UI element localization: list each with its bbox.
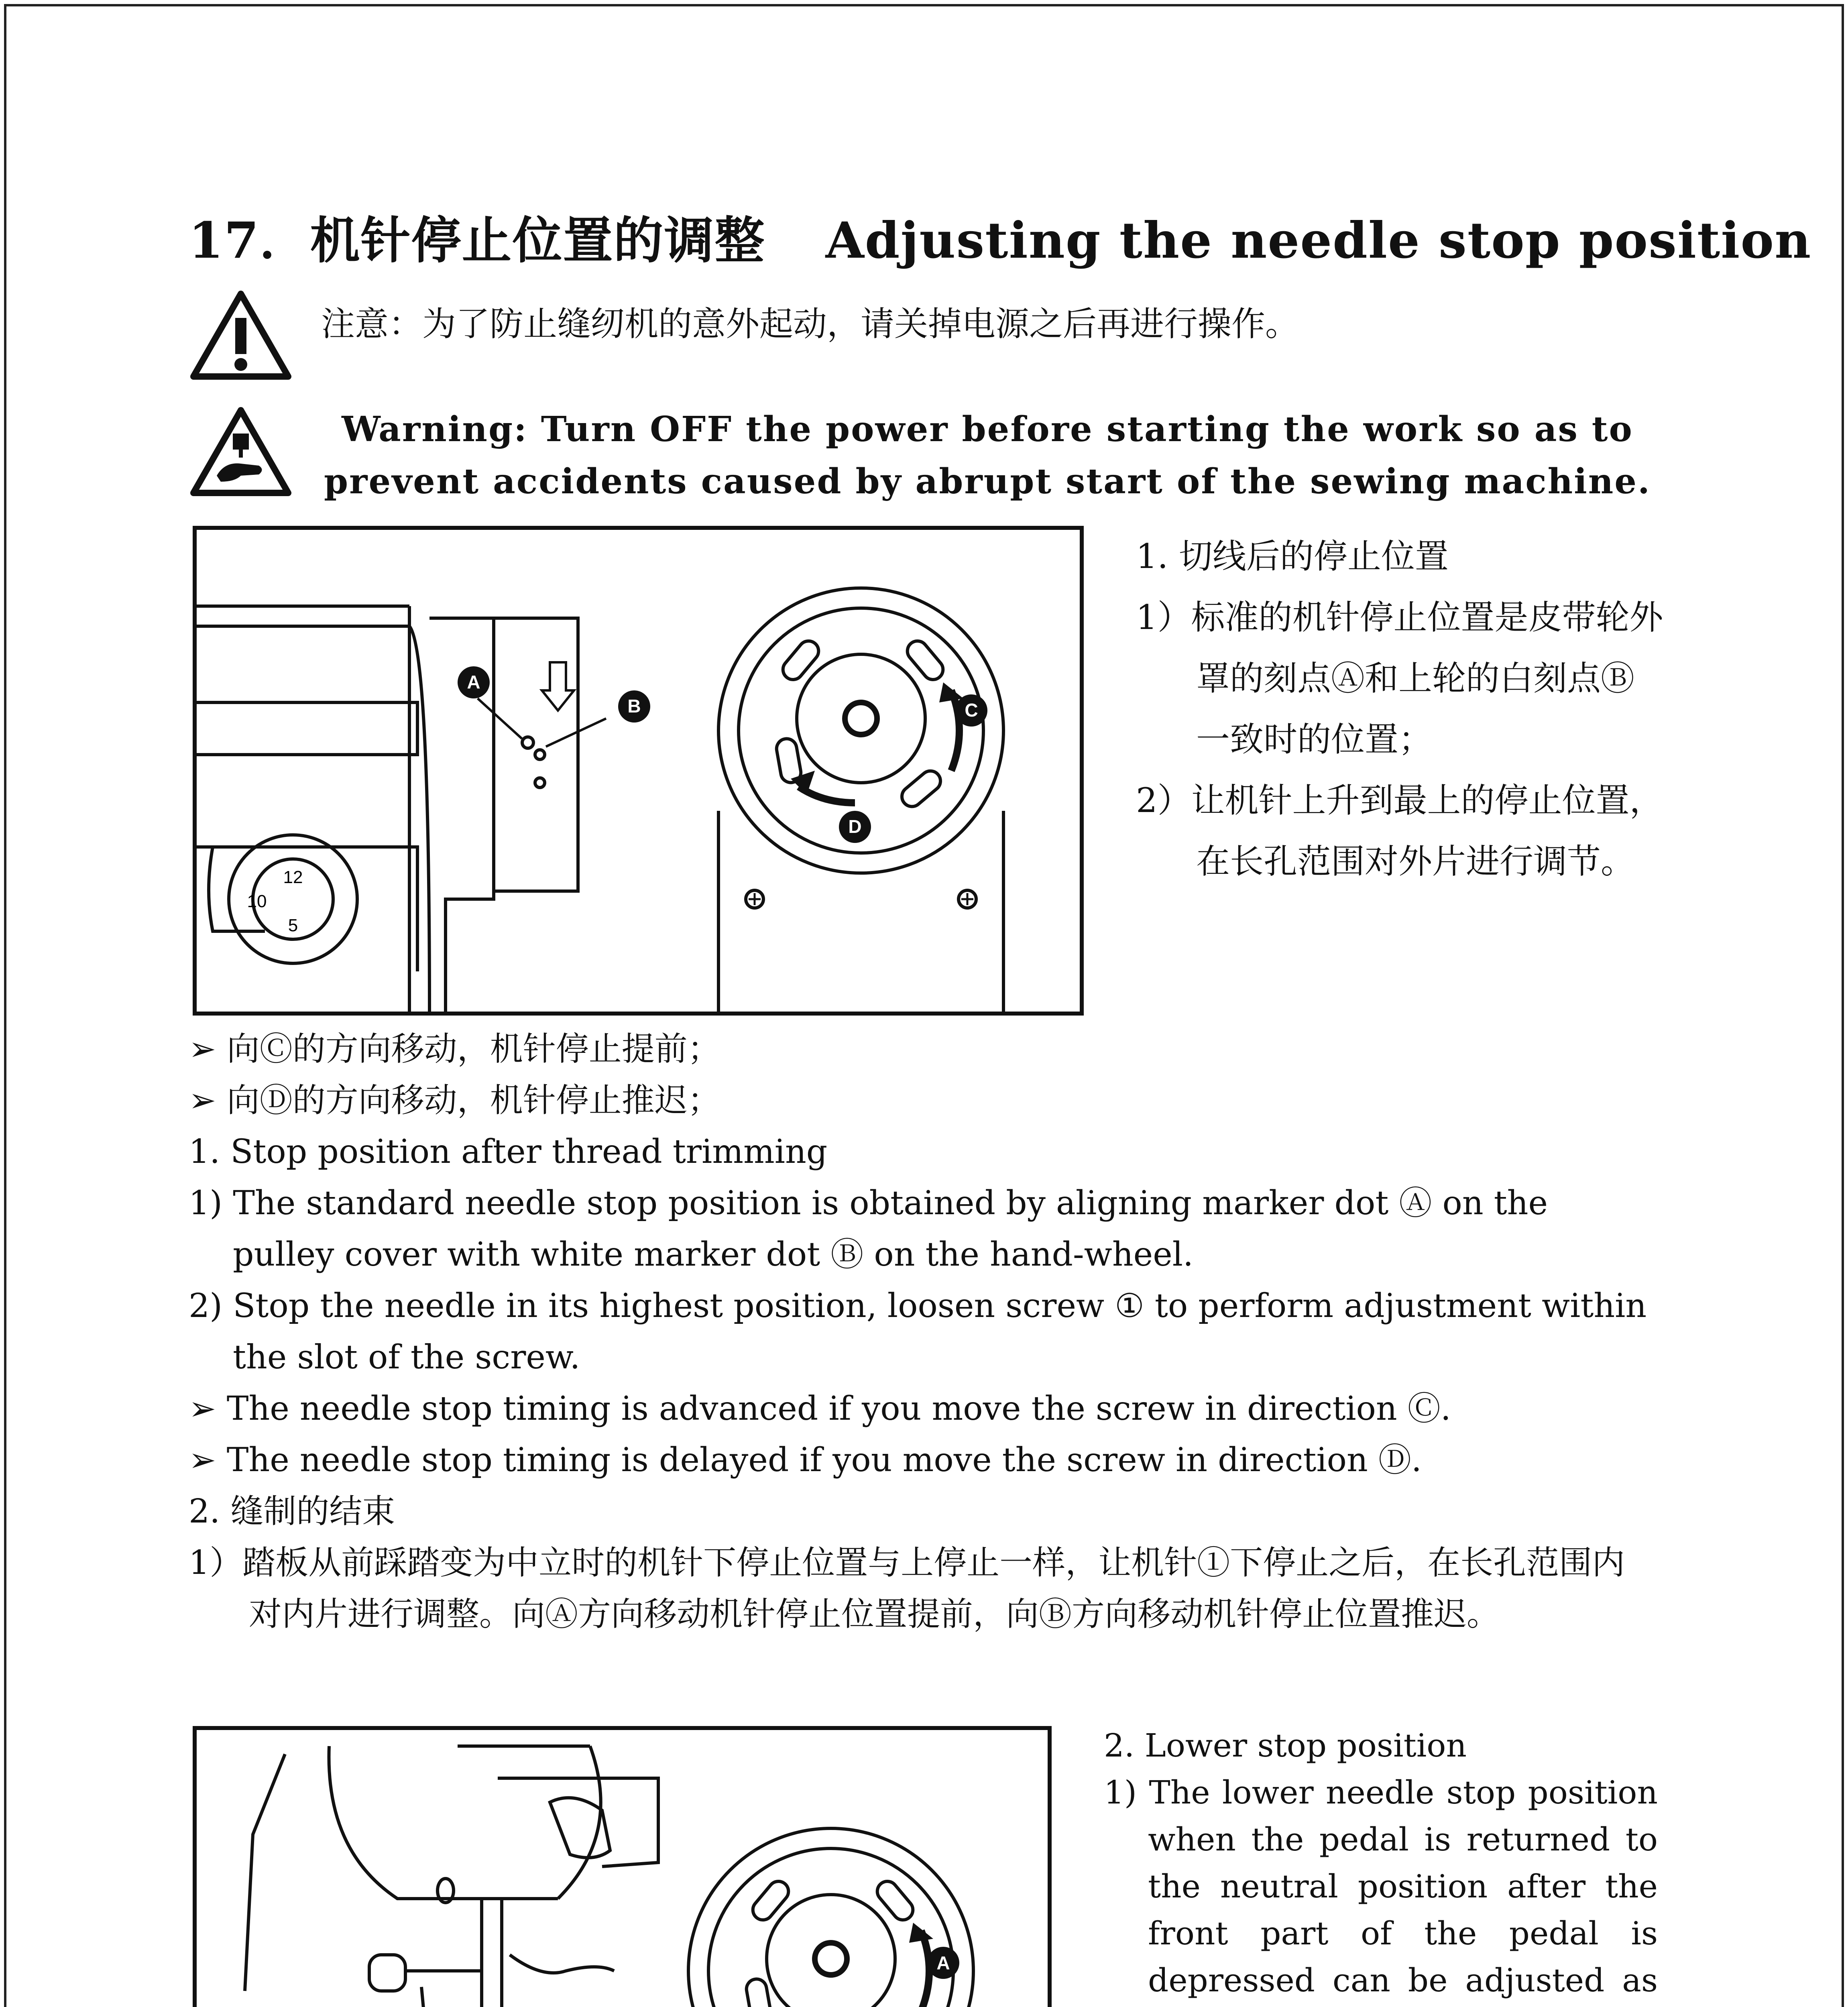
zh-section-2-heading: 2. 缝制的结束	[189, 1492, 395, 1531]
zh-bullet-c: ➢ 向Ⓒ的方向移动，机针停止提前；	[189, 1030, 720, 1068]
en-section-1-item-2: 2) Stop the needle in its highest position, loosen screw ① to perform adjustment within the slot of the screw.	[189, 1287, 1647, 1376]
en-section-1-item-1: 1) The standard needle stop position is obtained by aligning marker dot Ⓐ on the pulley cover with white marker dot Ⓑ on the hand-wheel.	[189, 1184, 1548, 1274]
warning-en: Warning: Turn OFF the power before starting the work so as to prevent accidents caused by abrupt start of the sewing machine.	[324, 409, 1651, 502]
figure-upper-stop-drawing	[197, 530, 1080, 1012]
fig2-label-a: A	[936, 1952, 950, 1973]
dial-number-5: 5	[288, 916, 298, 935]
zh-section-1-item-2: 2）让机针上升到最上的停止位置，在长孔范围对外片进行调节。	[1136, 781, 1663, 881]
body-text-section-1	[189, 1024, 1658, 1640]
dial-number-10: 10	[247, 892, 267, 911]
zh-bullet-d: ➢ 向Ⓓ的方向移动，机针停止推迟；	[189, 1081, 720, 1120]
fig1-label-a: A	[467, 672, 480, 692]
en-section-2-item-1: 1) The lower needle stop position when the pedal is returned to the neutral position after the front part of the pedal is depressed can be adjusted as	[1104, 1774, 1658, 1999]
figure-lower-stop	[193, 1726, 1052, 2007]
en-bullet-c: ➢ The needle stop timing is advanced if you move the screw in direction Ⓒ.	[189, 1390, 1451, 1428]
dial-number-12: 12	[283, 867, 303, 887]
zh-section-1-heading: 1. 切线后的停止位置	[1136, 537, 1449, 576]
fig1-label-d: D	[848, 816, 862, 837]
fig1-label-c: C	[965, 700, 978, 721]
en-section-2	[1104, 1722, 1658, 2007]
page-title	[189, 201, 1811, 272]
hand-pinch-warning-icon	[189, 405, 293, 498]
caution-zh: 注意：为了防止缝纫机的意外起动，请关掉电源之后再进行操作。	[321, 304, 1299, 344]
zh-section-1-item-1: 1）标准的机针停止位置是皮带轮外罩的刻点Ⓐ和上轮的白刻点Ⓑ一致时的位置；	[1136, 598, 1663, 759]
figure-upper-stop	[193, 526, 1084, 1016]
caution-triangle-icon	[189, 289, 293, 381]
fig1-label-b: B	[627, 696, 641, 716]
title-en: Adjusting the needle stop position	[825, 212, 1812, 270]
zh-section-2-item-1: 1）踏板从前踩踏变为中立时的机针下停止位置与上停止一样，让机针①下停止之后，在长孔范围内对内片进行调整。向Ⓐ方向移动机针停止位置提前，向Ⓑ方向移动机针停止位置推迟。	[189, 1544, 1625, 1633]
en-section-2-heading: 2. Lower stop position	[1104, 1727, 1467, 1764]
en-bullet-d: ➢ The needle stop timing is delayed if you move the screw in direction Ⓓ.	[189, 1441, 1422, 1479]
zh-section-1	[1136, 526, 1666, 892]
en-section-1-heading: 1. Stop position after thread trimming	[189, 1133, 828, 1171]
figure-lower-stop-drawing	[197, 1730, 1048, 2007]
title-zh: 17．机针停止位置的调整	[189, 212, 765, 270]
